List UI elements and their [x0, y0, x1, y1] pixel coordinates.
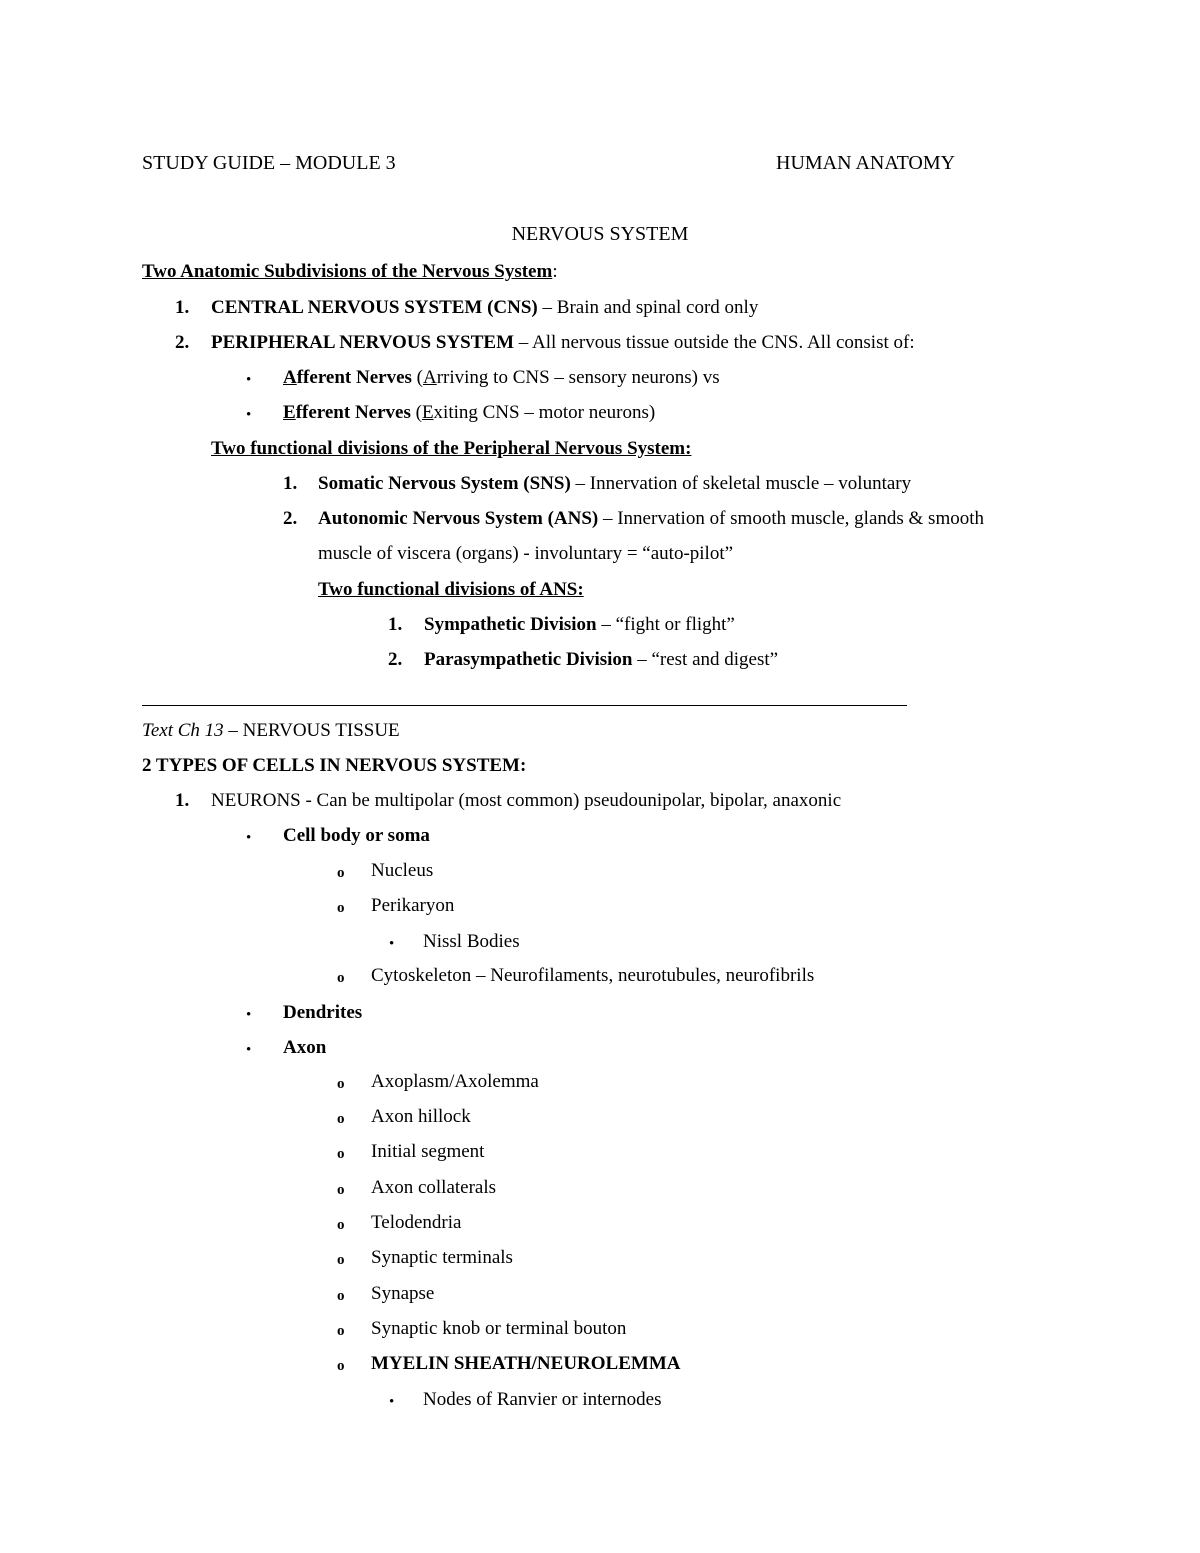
circle-bullet-icon: o [337, 970, 345, 986]
list-number: 2. [175, 332, 190, 353]
ans-heading: Two functional divisions of ANS: [318, 579, 584, 600]
bullet-icon: • [246, 1042, 252, 1058]
sub-heading: Two functional divisions of the Peripheral Nervous System: [211, 438, 692, 459]
list-item: Nissl Bodies [423, 931, 520, 952]
horizontal-rule [142, 705, 907, 706]
list-number: 2. [388, 649, 403, 670]
list-item: Cell body or soma [283, 825, 430, 846]
section-heading-text: Two Anatomic Subdivisions of the Nervous System [142, 261, 553, 282]
circle-bullet-icon: o [337, 900, 345, 916]
circle-bullet-icon: o [337, 1076, 345, 1092]
list-item: Axon hillock [371, 1106, 471, 1127]
list-item [211, 331, 915, 355]
circle-bullet-icon: o [337, 1323, 345, 1339]
list-item: Axoplasm/Axolemma [371, 1071, 539, 1092]
list-item: Perikaryon [371, 895, 455, 916]
desc-rest: xiting CNS – motor neurons) [433, 402, 656, 423]
list-number: 1. [388, 614, 403, 635]
header-right: HUMAN ANATOMY [776, 152, 956, 174]
desc-rest: rriving to CNS – sensory neurons) vs [436, 367, 720, 388]
circle-bullet-icon: o [337, 1182, 345, 1198]
header-left: STUDY GUIDE – MODULE 3 [142, 152, 396, 174]
desc-initial: A [422, 367, 437, 388]
term-initial: A [283, 367, 297, 388]
desc-initial: E [421, 402, 434, 423]
chapter-heading [142, 719, 400, 743]
item-desc: – “rest and digest” [632, 649, 779, 670]
list-item [211, 296, 758, 320]
item-desc: – All nervous tissue outside the CNS. All consist of: [514, 332, 915, 353]
list-item: Axon [283, 1037, 327, 1058]
item-term: PERIPHERAL NERVOUS SYSTEM [211, 332, 515, 353]
item-desc: – Brain and spinal cord only [537, 297, 759, 318]
list-item [424, 613, 735, 637]
circle-bullet-icon: o [337, 1111, 345, 1127]
list-item: Synaptic knob or terminal bouton [371, 1318, 627, 1339]
list-item: Initial segment [371, 1141, 485, 1162]
list-number: 1. [175, 297, 190, 318]
list-item: Dendrites [283, 1002, 363, 1023]
item-desc: – “fight or flight” [596, 614, 735, 635]
neurons-term: NEURONS [211, 790, 301, 811]
list-item: Telodendria [371, 1212, 462, 1233]
list-item: Synapse [371, 1283, 435, 1304]
neurons-desc: - Can be multipolar (most common) pseudounipolar, bipolar, anaxonic [300, 790, 842, 811]
list-item: Cytoskeleton – Neurofilaments, neurotubules, neurofibrils [371, 965, 815, 986]
item-desc: – Innervation of skeletal muscle – voluntary [570, 473, 912, 494]
item-term: Sympathetic Division [424, 614, 597, 635]
list-number: 1. [283, 473, 298, 494]
paren-open: ( [411, 367, 423, 388]
page-title: NERVOUS SYSTEM [511, 223, 689, 245]
circle-bullet-icon: o [337, 1217, 345, 1233]
item-desc: – Innervation of smooth muscle, glands & smooth [598, 508, 984, 529]
circle-bullet-icon: o [337, 1358, 345, 1374]
list-item: Nucleus [371, 860, 434, 881]
list-number: 2. [283, 508, 298, 529]
list-item: Axon collaterals [371, 1177, 497, 1198]
bullet-icon: • [389, 936, 395, 952]
bullet-icon: • [246, 372, 252, 388]
list-number: 1. [175, 790, 190, 811]
list-item [318, 472, 911, 496]
list-item: Synaptic terminals [371, 1247, 513, 1268]
item-desc-continued: muscle of viscera (organs) - involuntary = “auto-pilot” [318, 543, 734, 564]
item-term: CENTRAL NERVOUS SYSTEM (CNS) [211, 297, 538, 318]
term-rest: fferent Nerves [295, 402, 411, 423]
item-term: Parasympathetic Division [424, 649, 633, 670]
term-rest: fferent Nerves [296, 367, 412, 388]
item-term: Somatic Nervous System (SNS) [318, 473, 571, 494]
circle-bullet-icon: o [337, 865, 345, 881]
bullet-icon: • [246, 1007, 252, 1023]
types-heading: 2 TYPES OF CELLS IN NERVOUS SYSTEM: [142, 755, 527, 776]
bullet-icon: • [389, 1394, 395, 1410]
circle-bullet-icon: o [337, 1146, 345, 1162]
chapter-ref: Text Ch 13 [142, 720, 224, 741]
list-item: Nodes of Ranvier or internodes [423, 1389, 662, 1410]
list-item: MYELIN SHEATH/NEUROLEMMA [371, 1353, 681, 1374]
bullet-icon: • [246, 830, 252, 846]
section-heading [142, 260, 558, 284]
list-item [424, 648, 778, 672]
section-heading-colon: : [552, 261, 558, 282]
list-item [283, 366, 720, 390]
list-item [211, 789, 841, 813]
circle-bullet-icon: o [337, 1252, 345, 1268]
paren-open: ( [410, 402, 422, 423]
item-term: Autonomic Nervous System (ANS) [318, 508, 599, 529]
circle-bullet-icon: o [337, 1288, 345, 1304]
chapter-title: – NERVOUS TISSUE [223, 720, 400, 741]
list-item [283, 401, 655, 425]
term-initial: E [283, 402, 296, 423]
bullet-icon: • [246, 407, 252, 423]
list-item [318, 507, 984, 531]
